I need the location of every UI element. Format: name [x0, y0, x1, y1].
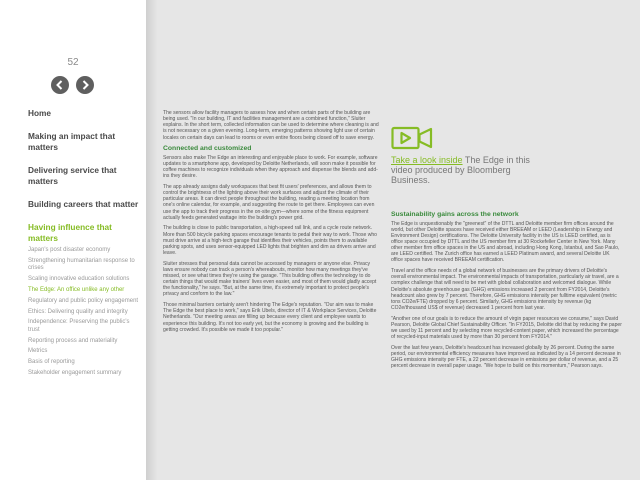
body-paragraph: Those minimal barriers certainly aren't hindering The Edge's reputation. "Our aim was to make The Edge the best place to work," says Erik Ubels, director of IT & Workplace Services, Deloitte Netherlands. "Our meeting areas are filling up because every client and employee wants to experience this building. It's not too early yet, but the economy is growing and the building is getting crowded. It's possible we made it too popular.": [163, 302, 377, 333]
subnav-item-humanitarian[interactable]: Strengthening humanitarian response to crises: [28, 257, 135, 272]
body-paragraph: The building is close to public transportation, a high-speed rail link, and a cycle route network. More than 500 bicycle parking spaces encourage tenants to pedal their way to work. Those who must drive arrive at a high-tech garage that identifies their vehicles, points them to available parking spots, and uses sensor-equipped LED lights that brighten and dim as drivers arrive and leave.: [163, 225, 377, 256]
nav-item-home[interactable]: Home: [28, 108, 52, 118]
video-caption: [391, 155, 536, 186]
chevron-right-icon: [76, 76, 94, 94]
subnav-item-regulatory[interactable]: Regulatory and public policy engagement: [28, 297, 139, 304]
body-paragraph: Over the last few years, Deloitte's headcount has increased globally by 26 percent. During the same period, our environmental efficiency measures have improved as indicated by a 14 percent decrease in GHG emissions intensity per FTE, a 22 percent decrease in emissions per dollar of revenue, and a 25 percent decrease in overall paper usage. "We hope to build on this momentum," Pearson says.: [391, 344, 621, 370]
nav-item-making-an-impact[interactable]: Making an impact that matters: [28, 131, 116, 152]
sidebar-nav: [28, 108, 140, 381]
body-paragraph: Sluiter stresses that personal data cannot be accessed by managers or anyone else. Privacy laws ensure nobody can track a person's whereabouts, monitor how many meetings they've missed, or see what times they're using the garage. "This building offers the technology to do certain things that would make trainers' lives even easier, and most of them would gladly accept the functionality," he says. "But, at the same time, it's extremely important to protect people's privacy and conform to the law.": [163, 260, 377, 298]
subnav-item-education[interactable]: Scaling innovative education solutions: [28, 276, 130, 283]
previous-page-button[interactable]: [51, 76, 69, 94]
nav-item-delivering-service[interactable]: Delivering service that matters: [28, 165, 117, 186]
body-paragraph: Travel and the office needs of a global network of businesses are the primary drivers of Deloitte's overall environmental impact. The environmental impacts of transportation, particularly air travel, are a complex challenge that will need to be met with global collaboration and welcomed dialogue. While Deloitte's absolute greenhouse gas (GHG) emissions increased 2 percent from FY2014, Deloitte's headcount also grew by 7 percent. Therefore, GHG emissions intensity per fulltime equivalent (metric tons CO2e/FTE) dropped by 6 percent. Similarly, GHG emissions intensity by revenue (kg CO2e/thousand US$ of revenue) decreased 1 percent from last year.: [391, 268, 619, 312]
section-heading-sustainability: Sustainability gains across the network: [391, 211, 519, 218]
body-paragraph: The sensors allow facility managers to assess how and when certain parts of the building are being used. "In our building, IT and facilities management are a combined function," Sluiter explains. In the short term, collected information can be used to determine where cleaning is and is not necessary on a given evening. Long-term, emerging patterns showing light use of certain locales on certain days can lead to rooms or even entire floors being closed off to save energy.: [163, 110, 379, 141]
video-camera-icon[interactable]: [391, 123, 435, 153]
body-paragraph: "Another one of our goals is to reduce the amount of virgin paper resources we consume," says David Pearson, Deloitte Global Chief Sustainability Officer. "In FY2015, Deloitte did that by reducing the paper we used by 11 percent and by selecting more recycled-content paper, which increased the percentage of recycled-input materials used by more than 30 percent from FY2014.": [391, 315, 622, 341]
subnav-item-metrics[interactable]: Metrics: [28, 348, 48, 355]
subnav-item-basis[interactable]: Basis of reporting: [28, 359, 75, 366]
sidebar: [0, 0, 146, 480]
subnav-item-ethics[interactable]: Ethics: Delivering quality and integrity: [28, 308, 128, 315]
body-paragraph: The app already assigns daily workspaces that best fit users' preferences, and allows them to control the brightness of the lighting above their work surfaces and adjust the climate of their particular areas. It can direct people throughout the building, reading a meeting location from one's online calendar, for example, and suggesting the route to get there. Employees can even use the app to track their progress in the on-site gym—where some of the fitness equipment actually feeds generated wattage into the building's power grid.: [163, 183, 375, 221]
article-column-right: [391, 208, 622, 374]
nav-item-building-careers[interactable]: Building careers that matter: [28, 199, 139, 209]
next-page-button[interactable]: [76, 76, 94, 94]
page-number: 52: [67, 57, 79, 68]
chevron-left-icon: [51, 76, 69, 94]
nav-item-having-influence[interactable]: Having influence that matters: [28, 222, 112, 243]
subnav-item-reporting[interactable]: Reporting process and materiality: [28, 337, 118, 344]
subnav-item-the-edge[interactable]: The Edge: An office unlike any other: [28, 286, 125, 293]
body-paragraph: Sensors also make The Edge an interesting and enjoyable place to work. For example, software updates to a smartphone app, developed by Deloitte Netherlands, will soon make it possible for coffee machines to recognize individuals when they approach and dispense the blends and add-ins they desire.: [163, 154, 378, 180]
video-link[interactable]: Take a look inside: [391, 155, 463, 165]
video-caption-text: The Edge in this video produced by Bloomberg Business.: [391, 155, 530, 186]
section-heading-connected: Connected and customized: [163, 145, 252, 153]
subnav-item-japan[interactable]: Japan's post disaster economy: [28, 247, 111, 253]
sidebar-shadow: [146, 0, 158, 480]
body-paragraph: The Edge is unquestionably the "greenest" of the DTTL and Deloitte member firm offices around the world, but other Deloitte spaces have received either BREEAM or LEED (Leadership in Energy and Environment Design) certifications. The Deloitte University facility in the US is LEED certified, as is office space occupied by DTTL and the US member firm at 30 Rockefeller Center in New York. Many other member firm office spaces in the US and abroad, including Hong Kong, Istanbul, and Sao Paulo, are LEED certified. The Zurich office has earned a LEED Platinum award, and several Deloitte UK office spaces have received BREEAM certification.: [391, 220, 620, 264]
article-column-left: [163, 110, 380, 337]
subnav-item-independence[interactable]: Independence: Preserving the public's trust: [28, 319, 130, 333]
subnav-item-stakeholder[interactable]: Stakeholder engagement summary: [28, 370, 122, 376]
